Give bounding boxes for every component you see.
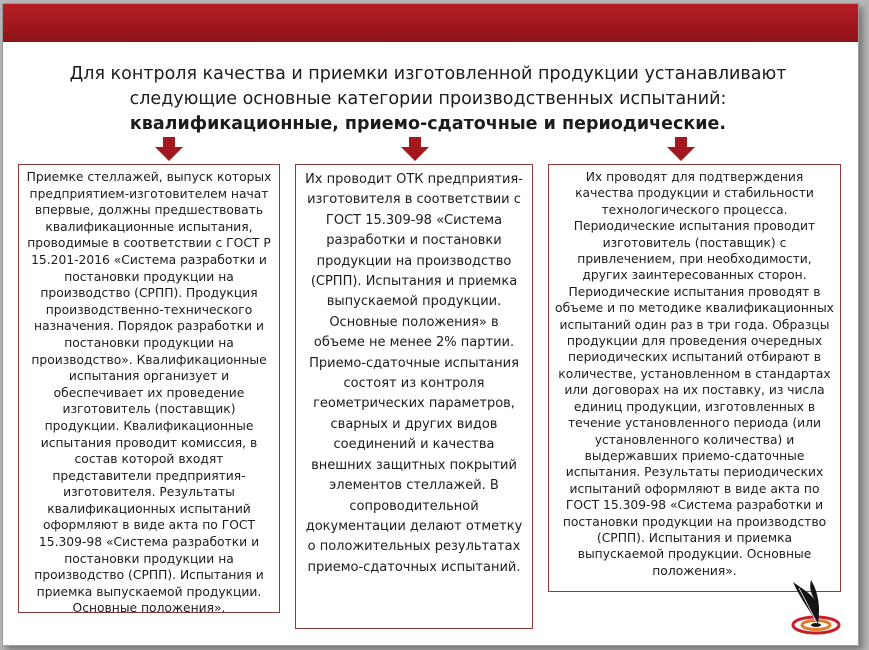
- slide-title: [33, 62, 823, 137]
- qualification-tests-box: [18, 164, 280, 616]
- acceptance-tests-text: Их проводит ОТК предприятия-изготовителя в соответствии с ГОСТ 15.309-98 «Система разработки и постановки продукции на производство (СРПП). Испытания и приемка выпускаемой продукции. Основные положения» в объеме не менее 2% партии. Приемо-сдаточные испытания состоят из контроля геометрических параметров, сварных и других видов соединений и качества внешних защитных покрытий элементов стеллажей. В сопроводительной документации делают отметку о положительных результатах приемо-сдаточных испытаний.: [305, 172, 523, 575]
- title-line-2: следующие основные категории производственных испытаний:: [129, 89, 727, 109]
- down-arrow-icon: [667, 137, 695, 161]
- periodic-tests-text: Их проводят для подтверждения качества продукции и стабильности технологического процесса. Периодические испытания проводит изготовитель (поставщик) с привлечением, при необходимости, других заинтересованных сторон. Периодические испытания проводят в объеме и по методике квалификационных испытаний один раз в три года. Образцы продукции для проведения очередных периодических испытаний отбирают в количестве, установленном в стандартах или договорах на их поставку, из числа единиц продукции, изготовленных в течение установленного периода (или установленного количества) и выдержавших приемо-сдаточные испытания. Результаты периодических испытаний оформляют в виде акта по ГОСТ 15.309-98 «Система разработки и постановки продукции на производство (СРПП). Испытания и приемка выпускаемой продукции. Основные положения».: [555, 170, 834, 578]
- title-line-1: Для контроля качества и приемки изготовленной продукции устанавливают: [69, 64, 787, 84]
- qualification-tests-text: Приемке стеллажей, выпуск которых предприятием-изготовителем начат впервые, должны предшествовать квалификационные испытания, проводимые в соответствии с ГОСТ Р 15.201-2016 «Система разработки и постановки продукции на производство (СРПП). Продукция производственно-технического назначения. Порядок разработки и постановки продукции на производство». Квалификационные испытания организует и обеспечивает их проведение изготовитель (поставщик) продукции. Квалификационные испытания проводит комиссия, в состав которой входят представители предприятия-изготовителя. Результаты квалификационных испытаний оформляют в виде акта по ГОСТ 15.309-98 «Система разработки и постановки продукции на производство (СРПП). Испытания и приемка выпускаемой продукции. Основные положения».: [26, 170, 272, 616]
- title-line-3: квалификационные, приемо-сдаточные и периодические.: [129, 114, 727, 134]
- periodic-tests-box: [548, 164, 841, 592]
- slide: [2, 3, 859, 646]
- header-bar: [3, 4, 858, 42]
- down-arrow-icon: [401, 137, 429, 161]
- acceptance-tests-box: [295, 164, 533, 629]
- down-arrow-icon: [155, 137, 183, 161]
- quill-target-logo-icon: [787, 576, 845, 636]
